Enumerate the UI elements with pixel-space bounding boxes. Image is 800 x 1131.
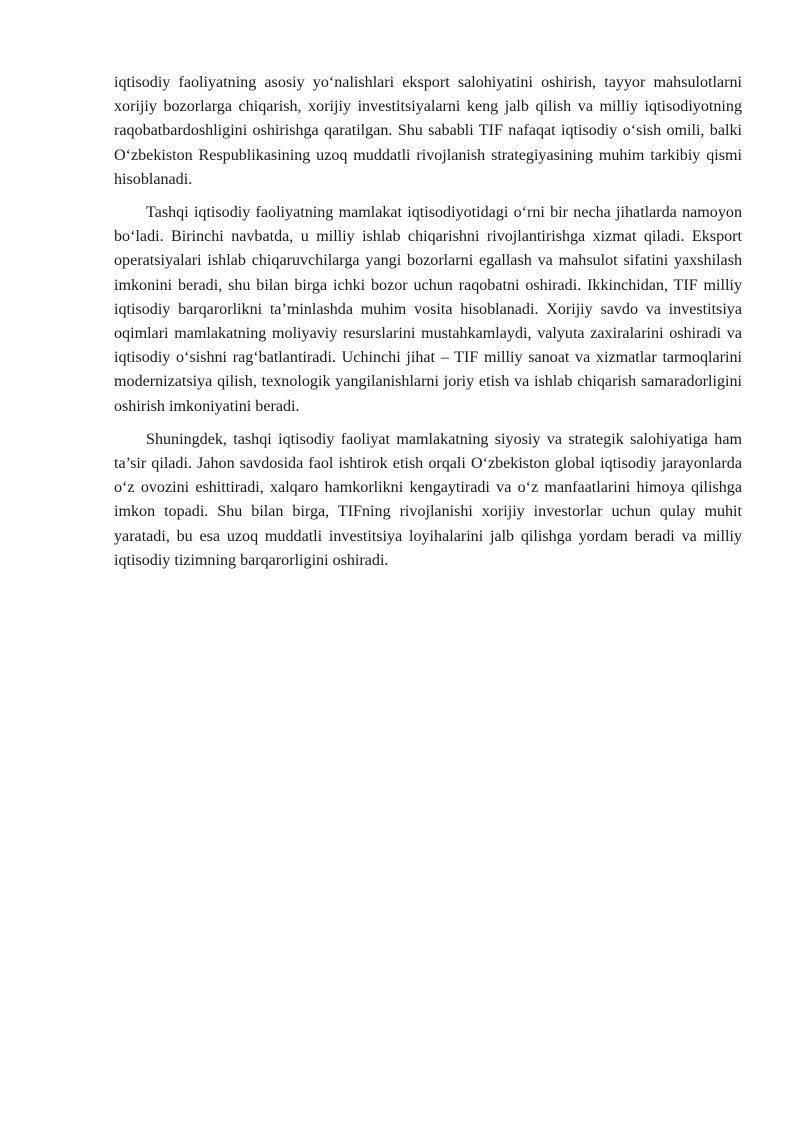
paragraph-role-of-tif: Tashqi iqtisodiy faoliyatning mamlakat iqtisodiyotidagi o‘rni bir necha jihatlarda namoyon bo‘ladi. Birinchi navbatda, u milliy ishlab chiqarishni rivojlantirishga xizmat qiladi. Eksport operatsiyalari ishlab chiqaruvchilarga yangi bozorlarni egallash va mahsulot sifatini yaxshilash imkonini beradi, shu bilan birga ichki bozor uchun raqobatni oshiradi. Ikkinchidan, TIF milliy iqtisodiy barqarorlikni ta’minlashda muhim vosita hisoblanadi. Xorijiy savdo va investitsiya oqimlari mamlakatning moliyaviy resurslarini mustahkamlaydi, valyuta zaxiralarini oshiradi va iqtisodiy o‘sishni rag‘batlantiradi. Uchinchi jihat – TIF milliy sanoat va xizmatlar tarmoqlarini modernizatsiya qilish, texnologik yangilanishlarni joriy etish va ishlab chiqarish samaradorligini oshirish imkoniyatini beradi. [114, 204, 742, 415]
paragraph-continuation: iqtisodiy faoliyatning asosiy yo‘nalishlari eksport salohiyatini oshirish, tayyor mahsulotlarni xorijiy bozorlarga chiqarish, xorijiy investitsiyalarni keng jalb qilish va milliy iqtisodiyotning raqobatbardoshligini oshirishga qaratilgan. Shu sababli TIF nafaqat iqtisodiy o‘sish omili, balki O‘zbekiston Respublikasining uzoq muddatli rivojlanish strategiyasining muhim tarkibiy qismi hisoblanadi. [114, 74, 742, 188]
paragraph-political-strategic: Shuningdek, tashqi iqtisodiy faoliyat mamlakatning siyosiy va strategik salohiyatiga ham ta’sir qiladi. Jahon savdosida faol ishtirok etish orqali O‘zbekiston global iqtisodiy jarayonlarda o‘z ovozini eshittiradi, xalqaro hamkorlikni kengaytiradi va o‘z manfaatlarini himoya qilishga imkon topadi. Shu bilan birga, TIFning rivojlanishi xorijiy investorlar uchun qulay muhit yaratadi, bu esa uzoq muddatli investitsiya loyihalarini jalb qilishga yordam beradi va milliy iqtisodiy tizimning barqarorligini oshiradi. [114, 430, 742, 569]
document-body [114, 71, 742, 582]
